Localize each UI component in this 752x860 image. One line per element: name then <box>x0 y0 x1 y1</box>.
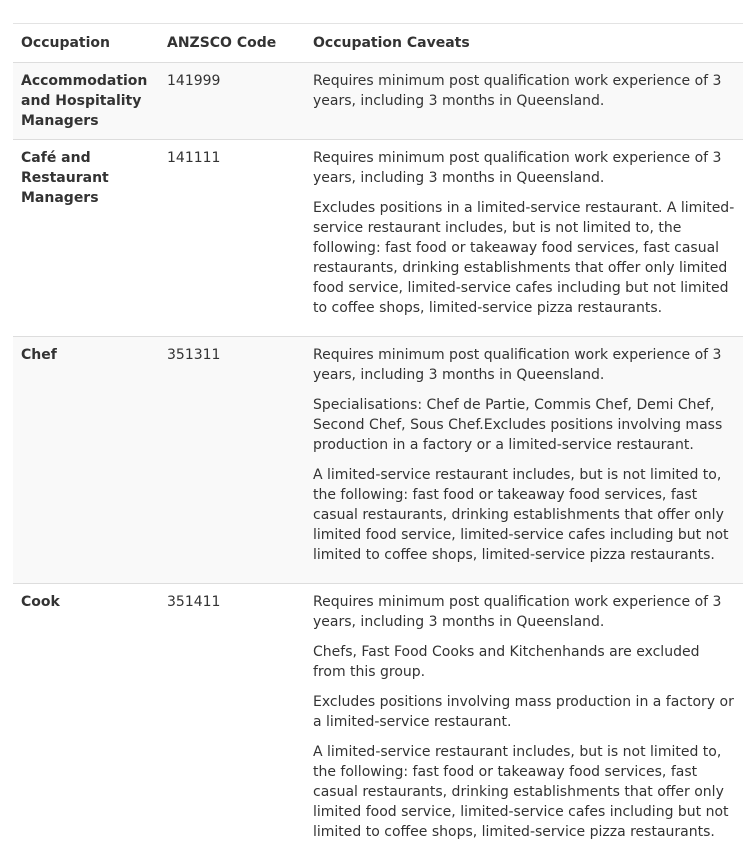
caveat-paragraph: Requires minimum post qualification work experience of 3 years, including 3 months in Queensland. <box>313 592 736 632</box>
caveat-paragraph: Excludes positions involving mass production in a factory or a limited-service restaurant. <box>313 692 736 732</box>
table-header <box>13 24 743 63</box>
occupation-caveats-cell <box>305 584 743 860</box>
caveat-paragraph: Excludes positions in a limited-service restaurant. A limited-service restaurant includes, but is not limited to, the following: fast food or takeaway food services, fast casual restaurants, drinking establishments that offer only limited food service, limited-service cafes including but not limited to coffee shops, limited-service pizza restaurants. <box>313 198 736 318</box>
anzsco-code-cell: 351411 <box>159 584 305 860</box>
occupation-table-container <box>13 23 743 860</box>
table-body <box>13 63 743 860</box>
occupation-cell: Accommodation and Hospitality Managers <box>13 63 159 140</box>
table-row <box>13 140 743 337</box>
caveat-paragraph: Requires minimum post qualification work experience of 3 years, including 3 months in Queensland. <box>313 71 736 111</box>
occupation-cell: Chef <box>13 337 159 584</box>
caveat-paragraph: A limited-service restaurant includes, but is not limited to, the following: fast food or takeaway food services, fast casual restaurants, drinking establishments that offer only limited food service, limited-service cafes including but not limited to coffee shops, limited-service pizza restaurants. <box>313 465 736 565</box>
caveat-paragraph: Specialisations: Chef de Partie, Commis Chef, Demi Chef, Second Chef, Sous Chef.Excludes positions involving mass production in a factory or a limited-service restaurant. <box>313 395 736 455</box>
anzsco-code-cell: 351311 <box>159 337 305 584</box>
occupation-caveats-cell <box>305 63 743 140</box>
header-row <box>13 24 743 63</box>
header-occupation: Occupation <box>13 24 159 63</box>
caveat-paragraph: Requires minimum post qualification work experience of 3 years, including 3 months in Queensland. <box>313 345 736 385</box>
occupation-caveats-cell <box>305 140 743 337</box>
table-row <box>13 584 743 860</box>
caveat-paragraph: A limited-service restaurant includes, but is not limited to, the following: fast food or takeaway food services, fast casual restaurants, drinking establishments that offer only limited food service, limited-service cafes including but not limited to coffee shops, limited-service pizza restaurants. <box>313 742 736 842</box>
occupation-caveats-cell <box>305 337 743 584</box>
table-row <box>13 337 743 584</box>
table-row <box>13 63 743 140</box>
caveat-paragraph: Chefs, Fast Food Cooks and Kitchenhands are excluded from this group. <box>313 642 736 682</box>
occupation-cell: Café and Restaurant Managers <box>13 140 159 337</box>
occupation-cell: Cook <box>13 584 159 860</box>
header-occupation-caveats: Occupation Caveats <box>305 24 743 63</box>
anzsco-code-cell: 141111 <box>159 140 305 337</box>
header-anzsco-code: ANZSCO Code <box>159 24 305 63</box>
caveat-paragraph: Requires minimum post qualification work experience of 3 years, including 3 months in Queensland. <box>313 148 736 188</box>
anzsco-code-cell: 141999 <box>159 63 305 140</box>
occupation-table <box>13 23 743 860</box>
